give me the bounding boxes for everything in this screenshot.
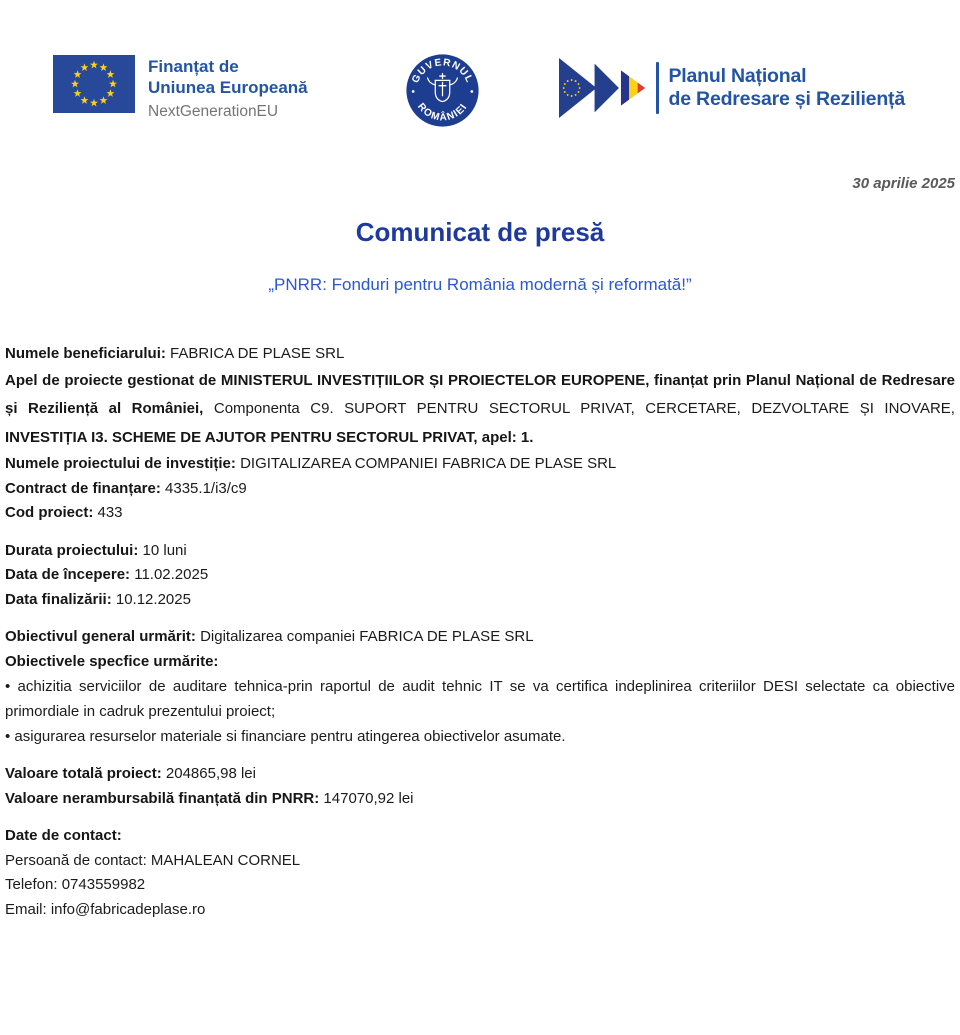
- end-date-value: 10.12.2025: [115, 590, 191, 608]
- pnrr-triangles-icon: [559, 57, 647, 119]
- contact-phone-line: Telefon: 0743559982: [5, 876, 146, 893]
- end-date-line: [5, 588, 955, 613]
- contract-line: [5, 477, 955, 502]
- general-objective-label: Obiectivul general urmărit:: [5, 628, 201, 645]
- specific-objectives-group: [5, 650, 955, 750]
- project-name-value: DIGITALIZAREA COMPANIEI FABRICA DE PLASE SRL: [240, 455, 617, 472]
- pnrr-logo-line2: de Redresare și Reziliență: [668, 88, 905, 110]
- beneficiary-value: FABRICA DE PLASE SRL: [170, 345, 345, 362]
- start-date-line: [5, 563, 955, 588]
- start-date-label: Data de începere:: [5, 566, 135, 583]
- dates-group: [5, 539, 955, 613]
- call-bold-part-1: Apel de proiecte gestionat de MINISTERUL INVESTIȚIILOR ȘI PROIECTELOR EUROPENE, finanțat prin Planul Național de Redresare și Reziliență al României,: [5, 371, 955, 417]
- grant-value-line: [5, 787, 955, 812]
- eu-funding-logo: [53, 55, 308, 121]
- romanian-government-seal-icon: [404, 52, 481, 129]
- duration-line: [5, 539, 955, 564]
- page-title: Comunicat de presă: [355, 217, 605, 247]
- total-value-line: [5, 762, 955, 787]
- document-body: [0, 342, 960, 922]
- objective-bullet-2: • asigurarea resurselor materiale si financiare pentru atingerea obiectivelor asumate.: [5, 728, 566, 745]
- call-description-paragraph: [5, 367, 955, 453]
- call-bold-part-2: INVESTIȚIA I3. SCHEME DE AJUTOR PENTRU SECTORUL PRIVAT, apel: 1.: [5, 428, 534, 446]
- eu-flag-icon: [53, 55, 135, 121]
- pnrr-logo: [559, 57, 905, 119]
- contract-group: [5, 477, 955, 526]
- beneficiary-line: [5, 342, 955, 367]
- end-date-label: Data finalizării:: [5, 590, 116, 608]
- contract-label: Contract de finanțare:: [5, 479, 166, 497]
- grant-value-amount: 147070,92 lei: [323, 789, 414, 807]
- general-objective-line: [5, 625, 955, 650]
- eu-logo-line2: Uniunea Europeană: [148, 78, 308, 97]
- grant-value-label: Valoare nerambursabilă finanțată din PNRR:: [5, 789, 324, 807]
- pnrr-logo-separator: [656, 62, 659, 114]
- eu-logo-line3: NextGenerationEU: [148, 103, 279, 120]
- logos-header: [0, 0, 960, 133]
- document-subtitle: „PNRR: Fonduri pentru România modernă și reformată!”: [268, 275, 692, 294]
- project-name-line: [5, 452, 955, 477]
- total-value-label: Valoare totală proiect:: [5, 765, 166, 782]
- eu-logo-text: [148, 55, 308, 121]
- contact-label: Date de contact:: [5, 827, 122, 844]
- duration-label: Durata proiectului:: [5, 541, 143, 559]
- specific-objectives-heading: [5, 650, 955, 675]
- project-code-line: [5, 501, 955, 526]
- contact-heading: [5, 824, 955, 849]
- contract-value: 4335.1/i3/c9: [165, 479, 247, 497]
- total-value-amount: 204865,98 lei: [165, 765, 256, 782]
- general-objective-value: Digitalizarea companiei FABRICA DE PLASE SRL: [200, 628, 534, 645]
- project-code-label: Cod proiect:: [5, 504, 98, 521]
- contact-person-line: Persoană de contact: MAHALEAN CORNEL: [5, 851, 301, 869]
- objective-bullet-1: • achizitia serviciilor de auditare tehnica-prin raportul de audit tehnic IT se va certifica indeplinirea criteriilor DESI selectate ca obiective primordiale in cadruk prezentului proiect;: [5, 678, 955, 720]
- eu-logo-line1: Finanțat de: [148, 57, 239, 76]
- project-code-value: 433: [97, 504, 123, 521]
- contact-email-line: Email: info@fabricadeplase.ro: [5, 900, 206, 918]
- specific-objectives-label: Obiectivele specfice urmărite:: [5, 652, 219, 670]
- project-name-label: Numele proiectului de investiție:: [5, 455, 241, 472]
- pnrr-logo-line1: Planul Național: [668, 65, 807, 87]
- duration-value: 10 luni: [142, 541, 187, 559]
- document-date: 30 aprilie 2025: [852, 175, 955, 192]
- call-regular-part: Componenta C9. SUPORT PENTRU SECTORUL PRIVAT, CERCETARE, DEZVOLTARE ȘI INOVARE,: [213, 400, 955, 417]
- gov-seal-text-bottom: ROMÂNIEI: [415, 101, 470, 124]
- start-date-value: 11.02.2025: [134, 566, 209, 583]
- values-group: [5, 762, 955, 811]
- beneficiary-label: Numele beneficiarului:: [5, 345, 171, 362]
- contact-group: [5, 824, 955, 922]
- gov-seal-text-top: GUVERNUL: [410, 57, 475, 86]
- pnrr-logo-text: [668, 65, 905, 111]
